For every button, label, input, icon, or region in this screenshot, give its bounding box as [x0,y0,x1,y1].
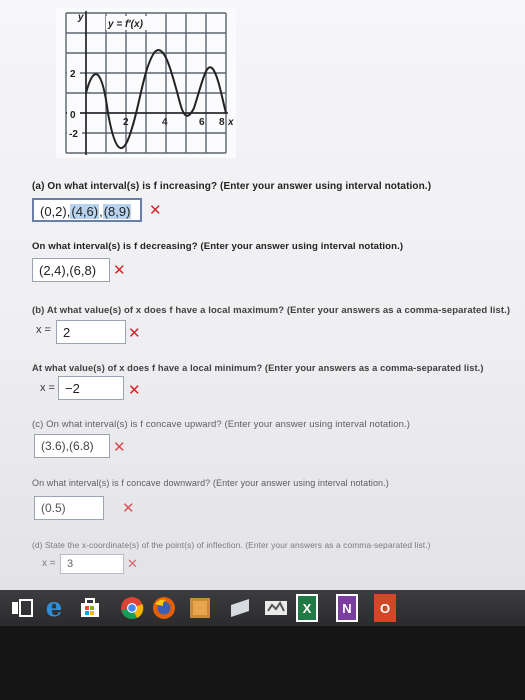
question-b-min: At what value(s) of x does f have a local minimum? (Enter your answers as a comma-separated list.) [32,363,484,373]
answer-a-decreasing-input[interactable]: (2,4),(6,8) [32,258,110,282]
x-tick-4: 4 [162,117,168,128]
question-a-increasing: (a) On what interval(s) is f increasing? (Enter your answer using interval notation.) [32,181,432,192]
wrong-mark-a1: ✕ [149,202,162,219]
question-c-down: On what interval(s) is f concave downward? (Enter your answer using interval notation.) [32,478,389,488]
excel-icon[interactable]: X [296,594,318,622]
windows-taskbar [0,590,525,626]
sublime-icon[interactable] [226,594,254,622]
y-tick-2: 2 [70,69,76,80]
answer-d-inflection-input[interactable]: 3 [60,554,124,574]
answer-a-increasing-input[interactable] [32,198,142,222]
x-tick-6: 6 [199,117,205,128]
wrong-mark-c2: ✕ [122,500,135,517]
desk-background [0,626,525,700]
answer-a-part-1: (0,2) [40,204,67,219]
onenote-icon[interactable]: N [336,594,358,622]
question-c-up: (c) On what interval(s) is f concave upward? (Enter your answer using interval notation.) [32,419,410,430]
answer-b-max-input[interactable]: 2 [56,320,126,344]
recording-icon[interactable] [262,594,290,622]
answer-a-part-2: (4,6) [71,204,99,219]
wrong-mark-c1: ✕ [113,439,126,456]
derivative-graph [56,8,236,158]
x-axis-label: x [228,117,234,128]
answer-c-up-input[interactable]: (3.6),(6.8) [34,434,110,458]
y-tick-0: 0 [70,110,76,121]
graph-title: y = f′(x) [108,19,143,30]
office-icon[interactable]: O [374,594,396,622]
wrong-mark-b1: ✕ [128,325,141,342]
x-equals-label-d1: x = [42,558,56,569]
store-icon[interactable] [76,594,104,622]
wrong-mark-b2: ✕ [128,382,141,399]
y-tick-neg2: -2 [69,129,78,140]
answer-a-sep-1: , [66,204,71,219]
x-tick-8: 8 [219,117,225,128]
answer-c-down-input[interactable]: (0.5) [34,496,104,520]
x-tick-2: 2 [123,117,129,128]
question-a-decreasing: On what interval(s) is f decreasing? (Enter your answer using interval notation.) [32,241,404,252]
wrong-mark-a2: ✕ [113,262,126,279]
chrome-icon[interactable] [118,594,146,622]
photoshop-icon[interactable] [186,594,214,622]
answer-a-sep-2: , [99,204,103,219]
x-equals-label-b2: x = [40,382,55,394]
edge-icon[interactable]: e [45,593,63,623]
firefox-icon[interactable] [150,594,178,622]
x-equals-label-b1: x = [36,324,51,336]
question-d-inflection: (d) State the x-coordinate(s) of the point(s) of inflection. (Enter your answers as a comma-separated list.) [32,540,431,550]
answer-b-min-input[interactable]: −2 [58,376,124,400]
task-view-icon[interactable] [8,594,36,622]
answer-a-part-3: (8,9) [103,204,131,219]
question-b-max: (b) At what value(s) of x does f have a local maximum? (Enter your answers as a comma-separated list.) [32,305,511,316]
wrong-mark-d1: ✕ [127,556,138,571]
y-axis-label: y [78,12,84,23]
